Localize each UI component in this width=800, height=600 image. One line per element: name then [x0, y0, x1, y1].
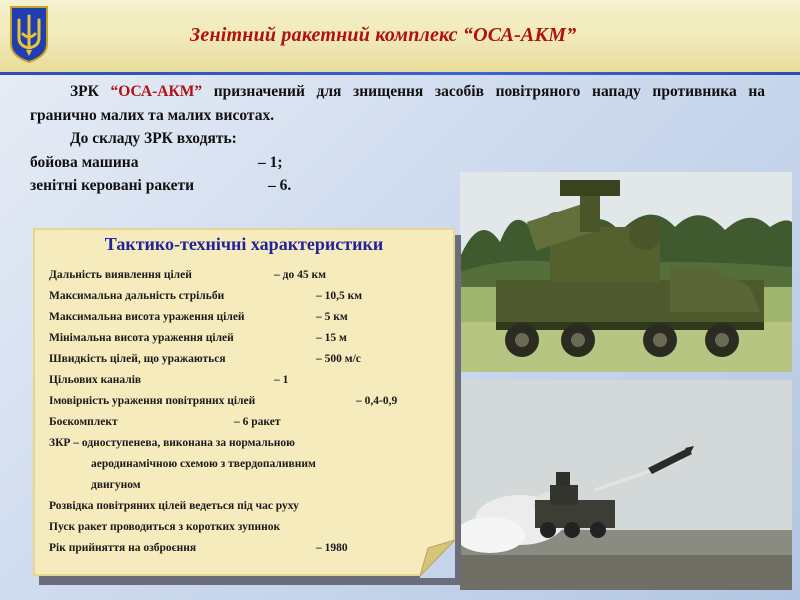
specs-list: [49, 265, 449, 559]
specs-card: [33, 228, 455, 576]
missile-line-3: двигуном: [91, 479, 141, 491]
spec-note: [49, 517, 449, 538]
spec-label: Боєкомплект: [49, 416, 118, 428]
spec-value: – 1: [274, 374, 289, 386]
composition-item: [30, 151, 765, 175]
spec-note-text: Розвідка повітряних цілей ведеться під час руху: [49, 500, 299, 512]
spec-row: [49, 307, 449, 328]
spec-label: Максимальна висота ураження цілей: [49, 311, 245, 323]
spec-value: – 6 ракет: [234, 416, 281, 428]
spec-value: – 500 м/с: [316, 353, 361, 365]
spec-label: Максимальна дальність стрільби: [49, 290, 225, 302]
spec-label: Імовірність ураження повітряних цілей: [49, 395, 256, 407]
system-name-highlight: “ОСА-АКМ”: [110, 83, 203, 100]
spec-row: [49, 286, 449, 307]
header-divider: [0, 72, 800, 75]
missile-line-1: ЗКР – одноступенева, виконана за нормальною: [49, 437, 295, 449]
trident-emblem-icon: [8, 4, 50, 64]
spec-row: [49, 412, 449, 433]
spec-label: Цільових каналів: [49, 374, 142, 386]
spec-note-text: Пуск ракет проводиться з коротких зупинок: [49, 521, 281, 533]
spec-row: [49, 349, 449, 370]
specs-title: Тактико-технічні характеристики: [104, 234, 384, 254]
spec-value: – до 45 км: [274, 269, 326, 281]
spec-label: Рік прийняття на озброєння: [49, 542, 197, 554]
missile-line-2: аеродинамічною схемою з твердопаливним: [91, 458, 316, 470]
combat-vehicle-photo: [460, 172, 792, 372]
missile-launch-illustration: [460, 380, 792, 590]
header-bar: [0, 0, 800, 72]
spec-note: [49, 496, 449, 517]
spec-value: – 10,5 км: [316, 290, 363, 302]
spec-row: [49, 391, 449, 412]
spec-value: – 1980: [316, 542, 348, 554]
spec-label: Дальність виявлення цілей: [49, 269, 192, 281]
spec-row: [49, 328, 449, 349]
spec-value: – 0,4-0,9: [356, 395, 398, 407]
composition-heading: До складу ЗРК входять:: [70, 130, 237, 147]
purpose-paragraph: [30, 80, 765, 127]
combat-vehicle-illustration: [460, 172, 792, 372]
spec-value: – 5 км: [316, 311, 348, 323]
composition-item-value: – 6.: [268, 177, 292, 194]
spec-row: [49, 265, 449, 286]
missile-description: [49, 433, 449, 496]
purpose-prefix: ЗРК: [70, 83, 111, 100]
composition-item-value: – 1;: [258, 153, 283, 171]
composition-item-label: бойова машина: [30, 153, 139, 171]
spec-row: [49, 370, 449, 391]
missile-launch-photo: [460, 380, 792, 590]
purpose-rest: призначений для знищення засобів повітряного нападу противника на гранично малих та малих висотах.: [30, 83, 765, 124]
spec-label: Мінімальна висота ураження цілей: [49, 332, 234, 344]
spec-row: [49, 538, 449, 559]
spec-label: Швидкість цілей, що уражаються: [49, 353, 226, 365]
page-title: Зенітний ракетний комплекс “ОСА-АКМ”: [190, 24, 577, 46]
spec-value: – 15 м: [316, 332, 347, 344]
card-folded-corner: [420, 540, 457, 578]
composition-item-label: зенітні керовані ракети: [30, 177, 195, 194]
